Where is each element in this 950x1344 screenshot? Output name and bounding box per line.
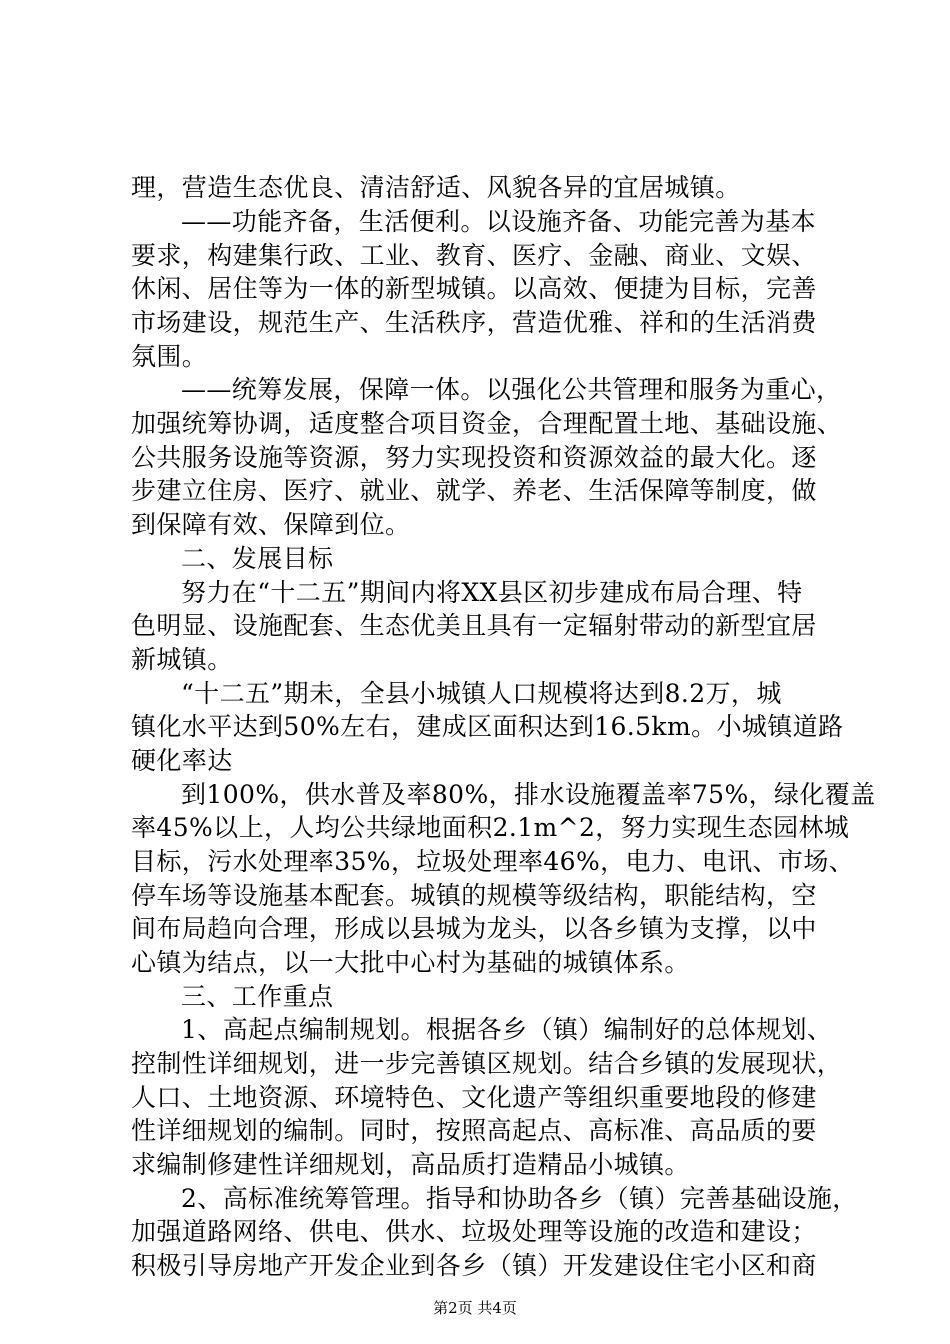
text-line: 人口、土地资源、环境特色、文化遗产等组织重要地段的修建 [131, 1083, 817, 1112]
text-line: ——统筹发展，保障一体。以强化公共管理和服务为重心， [181, 375, 842, 404]
text-line: 色明显、设施配套、生态优美且具有一定辐射带动的新型宜居 [131, 611, 817, 640]
text-line: 步建立住房、医疗、就业、就学、养老、生活保障等制度，做 [131, 476, 817, 505]
text-line: 性详细规划的编制。同时，按照高起点、高标准、高品质的要 [131, 1116, 817, 1145]
text-line: 镇化水平达到50%左右，建成区面积达到16.5km。小城镇道路 [131, 712, 844, 741]
text-line: 要求，构建集行政、工业、教育、医疗、金融、商业、文娱、 [131, 241, 817, 270]
text-line: 新城镇。 [131, 645, 233, 674]
text-line: 心镇为结点，以一大批中心村为基础的城镇体系。 [131, 948, 690, 977]
text-line: 休闲、居住等为一体的新型城镇。以高效、便捷为目标，完善 [131, 274, 817, 303]
text-line: 1、高起点编制规划。根据各乡（镇）编制好的总体规划、 [181, 1015, 833, 1044]
text-line: 硬化率达 [131, 746, 233, 775]
section-heading: 三、工作重点 [181, 982, 334, 1011]
text-line: 市场建设，规范生产、生活秩序，营造优雅、祥和的生活消费 [131, 308, 817, 337]
text-line: 到保障有效、保障到位。 [131, 510, 411, 539]
text-line: 目标，污水处理率35%，垃圾处理率46%，电力、电讯、市场、 [131, 847, 855, 876]
text-line: 加强统筹协调，适度整合项目资金，合理配置土地、基础设施、 [131, 409, 843, 438]
section-heading: 二、发展目标 [181, 544, 334, 573]
text-line: 理，营造生态优良、清洁舒适、风貌各异的宜居城镇。 [131, 173, 741, 202]
text-line: 到100%，供水普及率80%，排水设施覆盖率75%，绿化覆盖 [181, 780, 876, 809]
text-line: 积极引导房地产开发企业到各乡（镇）开发建设住宅小区和商 [131, 1251, 817, 1280]
text-line: 间布局趋向合理，形成以县城为龙头，以各乡镇为支撑，以中 [131, 914, 817, 943]
text-line: ——功能齐备，生活便利。以设施齐备、功能完善为基本 [181, 207, 817, 236]
text-line: 2、高标准统筹管理。指导和协助各乡（镇）完善基础设施， [181, 1184, 858, 1213]
text-line: 加强道路网络、供电、供水、垃圾处理等设施的改造和建设； [131, 1217, 817, 1246]
text-line: 努力在“十二五”期间内将XX县区初步建成布局合理、特 [181, 578, 803, 607]
text-line: 氛围。 [131, 342, 208, 371]
text-line: 公共服务设施等资源，努力实现投资和资源效益的最大化。逐 [131, 443, 817, 472]
text-line: 求编制修建性详细规划，高品质打造精品小城镇。 [131, 1150, 690, 1179]
page-number: 第2页 共4页 [433, 1299, 517, 1317]
text-line: 停车场等设施基本配套。城镇的规模等级结构，职能结构，空 [131, 881, 817, 910]
text-line: 率45%以上，人均公共绿地面积2.1m^2，努力实现生态园林城 [131, 813, 850, 842]
text-line: 控制性详细规划，进一步完善镇区规划。结合乡镇的发展现状， [131, 1049, 843, 1078]
text-line: “十二五”期未，全县小城镇人口规模将达到8.2万，城 [181, 679, 782, 708]
